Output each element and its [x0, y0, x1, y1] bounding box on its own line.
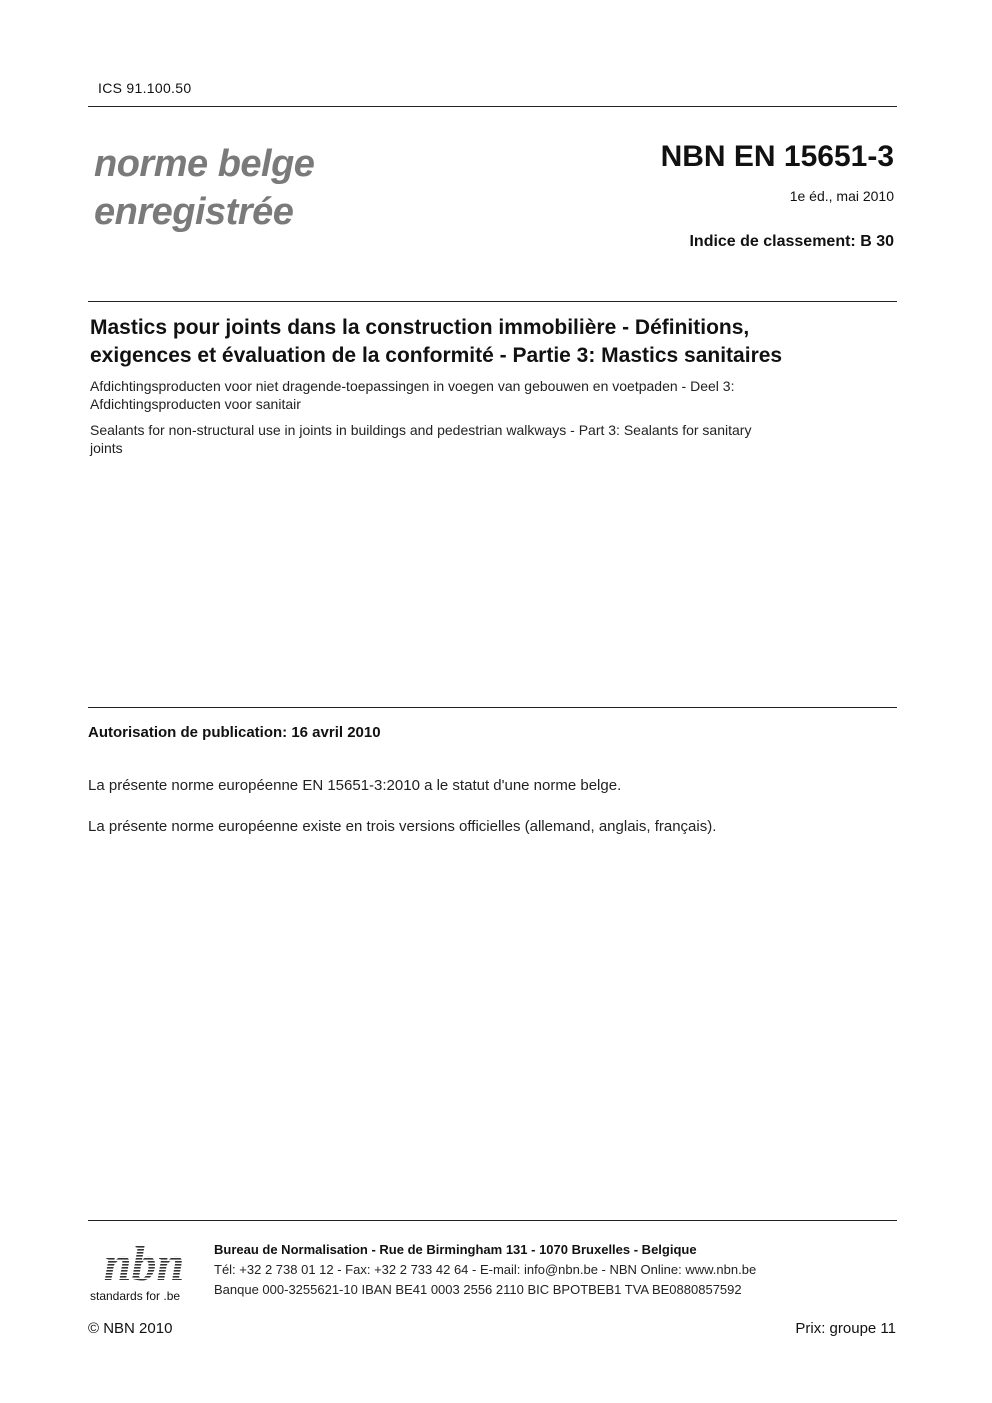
- ics-code: ICS 91.100.50: [98, 80, 192, 96]
- brand-line-2: enregistrée: [94, 191, 294, 233]
- status-statement: La présente norme européenne EN 15651-3:2010 a le statut d'une norme belge.: [88, 777, 622, 794]
- header-divider: [88, 106, 897, 107]
- english-title-line-2: joints: [90, 440, 123, 456]
- nbn-logo-icon: [88, 1228, 200, 1304]
- footer-contact: Tél: +32 2 738 01 12 - Fax: +32 2 733 42 64 - E-mail: info@nbn.be - NBN Online: www.nbn.be: [214, 1262, 757, 1277]
- footer-address: Bureau de Normalisation - Rue de Birmingham 131 - 1070 Bruxelles - Belgique: [214, 1242, 697, 1257]
- publication-divider: [88, 707, 897, 708]
- dutch-title-line-1: Afdichtingsproducten voor niet dragende-toepassingen in voegen van gebouwen en voetpaden - Deel 3:: [90, 378, 735, 394]
- publication-authorization: Autorisation de publication: 16 avril 2010: [88, 724, 381, 741]
- versions-statement: La présente norme européenne existe en trois versions officielles (allemand, anglais, français).: [88, 818, 717, 835]
- english-title-line-1: Sealants for non-structural use in joints in buildings and pedestrian walkways - Part 3: Sealants for sanitary: [90, 422, 752, 438]
- copyright: © NBN 2010: [88, 1320, 173, 1337]
- classification-index: Indice de classement: B 30: [689, 233, 894, 250]
- footer-divider: [88, 1220, 897, 1221]
- standard-code: NBN EN 15651-3: [660, 140, 894, 173]
- title-divider: [88, 301, 897, 302]
- price-group: Prix: groupe 11: [795, 1320, 896, 1337]
- french-title-line-1: Mastics pour joints dans la construction immobilière - Définitions,: [90, 316, 750, 339]
- french-title: [90, 314, 890, 370]
- nbn-logo-mark: nbn: [103, 1235, 185, 1291]
- dutch-title-line-2: Afdichtingsproducten voor sanitair: [90, 396, 301, 412]
- english-title: [90, 421, 890, 457]
- brand-line-1: norme belge: [94, 143, 315, 185]
- brand-title: [94, 140, 314, 236]
- footer-bank-details: Banque 000-3255621-10 IBAN BE41 0003 2556 2110 BIC BPOTBEB1 TVA BE0880857592: [214, 1282, 742, 1297]
- edition-date: 1e éd., mai 2010: [789, 188, 894, 204]
- nbn-logo: [88, 1228, 200, 1304]
- french-title-line-2: exigences et évaluation de la conformité - Partie 3: Mastics sanitaires: [90, 344, 783, 367]
- nbn-logo-tagline: standards for .be: [90, 1289, 181, 1303]
- dutch-title: [90, 377, 890, 413]
